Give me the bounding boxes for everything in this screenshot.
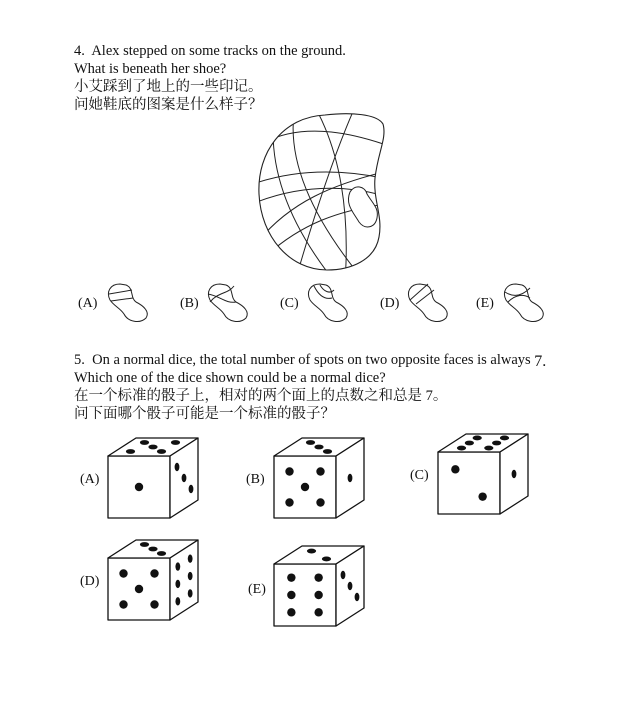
- q5-text-en-1-end: 7.: [534, 353, 547, 370]
- q5-text-en-1: On a normal dice, the total number of spots on two opposite faces is always: [92, 352, 531, 368]
- dice-pip: [188, 554, 193, 562]
- q5-number: 5.: [74, 352, 85, 368]
- dice-pip: [285, 498, 293, 506]
- q5-text-en-2: Which one of the dice shown could be a normal dice?: [74, 370, 386, 386]
- q5-option-d-dice[interactable]: [106, 534, 202, 630]
- dice-pip: [323, 449, 332, 454]
- q5-option-b-dice[interactable]: [272, 432, 368, 528]
- dice-pip: [175, 562, 180, 570]
- dice-front-face: [438, 452, 500, 514]
- q4-option-e-shoe[interactable]: [502, 282, 552, 324]
- dice-pip: [135, 483, 143, 491]
- q4-option-e-label[interactable]: (E): [476, 296, 494, 311]
- q4-option-a-label[interactable]: (A): [78, 296, 98, 311]
- dice-pip: [287, 591, 295, 599]
- dice-pip: [322, 557, 331, 562]
- dice-pip: [473, 436, 482, 441]
- dice-pip: [451, 465, 459, 473]
- dice-pip: [314, 591, 322, 599]
- dice-pip: [175, 580, 180, 588]
- dice-pip: [314, 573, 322, 581]
- dice-pip: [171, 440, 180, 445]
- q5-option-b-label[interactable]: (B): [246, 472, 265, 487]
- dice-pip: [140, 440, 149, 445]
- dice-pip: [512, 470, 517, 478]
- q5-option-a-dice[interactable]: [106, 432, 202, 528]
- q4-line-1: [74, 42, 346, 60]
- dice-pip: [285, 467, 293, 475]
- q4-option-d-shoe[interactable]: [406, 282, 456, 324]
- dice-pip: [465, 441, 474, 446]
- q4-number: 4.: [74, 43, 85, 59]
- q4-option-b-shoe[interactable]: [206, 282, 256, 324]
- q5-option-e-dice[interactable]: [272, 540, 368, 636]
- q4-text-en-2: What is beneath her shoe?: [74, 61, 227, 77]
- dice-front-face: [274, 564, 336, 626]
- dice-pip: [301, 483, 309, 491]
- dice-pip: [341, 571, 346, 579]
- q4-text-zh-2: 问她鞋底的图案是什么样子？: [74, 97, 263, 113]
- dice-pip: [348, 582, 353, 590]
- q4-option-b-label[interactable]: (B): [180, 296, 199, 311]
- q5-option-c-dice[interactable]: [436, 428, 532, 524]
- dice-pip: [348, 474, 353, 482]
- dice-pip: [484, 446, 493, 451]
- dice-pip: [500, 436, 509, 441]
- dice-pip: [148, 547, 157, 552]
- q4-text-zh-1: 小艾踩到了地上的一些印记。: [74, 79, 263, 95]
- dice-pip: [189, 485, 194, 493]
- dice-pip: [157, 551, 166, 556]
- q4-option-c-shoe[interactable]: [306, 282, 356, 324]
- dice-pip: [175, 463, 180, 471]
- dice-pip: [148, 445, 157, 450]
- shoe-tracks-figure: [255, 112, 405, 272]
- dice-pip: [306, 440, 315, 445]
- q5-text-zh-1: 在一个标准的骰子上，相对的两个面上的点数之和总是 7。: [74, 388, 448, 404]
- dice-pip: [287, 608, 295, 616]
- q4-option-d-label[interactable]: (D): [380, 296, 400, 311]
- q5-line-1: [74, 351, 546, 369]
- q5-option-d-label[interactable]: (D): [80, 574, 100, 589]
- dice-pip: [287, 573, 295, 581]
- dice-pip: [175, 597, 180, 605]
- dice-pip: [478, 492, 486, 500]
- dice-pip: [316, 467, 324, 475]
- dice-pip: [150, 600, 158, 608]
- q4-text-en-1: Alex stepped on some tracks on the ground.: [91, 43, 346, 59]
- dice-pip: [182, 474, 187, 482]
- dice-pip: [492, 441, 501, 446]
- dice-pip: [150, 569, 158, 577]
- dice-pip: [314, 608, 322, 616]
- q5-option-a-label[interactable]: (A): [80, 472, 100, 487]
- q5-option-e-label[interactable]: (E): [248, 582, 266, 597]
- dice-pip: [457, 446, 466, 451]
- dice-pip: [119, 569, 127, 577]
- dice-pip: [119, 600, 127, 608]
- q5-option-c-label[interactable]: (C): [410, 468, 429, 483]
- dice-pip: [157, 449, 166, 454]
- dice-pip: [314, 445, 323, 450]
- dice-pip: [188, 572, 193, 580]
- dice-pip: [126, 449, 135, 454]
- dice-pip: [316, 498, 324, 506]
- dice-pip: [355, 593, 360, 601]
- q4-option-a-shoe[interactable]: [106, 282, 156, 324]
- dice-pip: [307, 549, 316, 554]
- dice-pip: [188, 589, 193, 597]
- dice-pip: [135, 585, 143, 593]
- q4-option-c-label[interactable]: (C): [280, 296, 299, 311]
- q5-text-zh-2: 问下面哪个骰子可能是一个标准的骰子？: [74, 406, 335, 422]
- dice-pip: [140, 542, 149, 547]
